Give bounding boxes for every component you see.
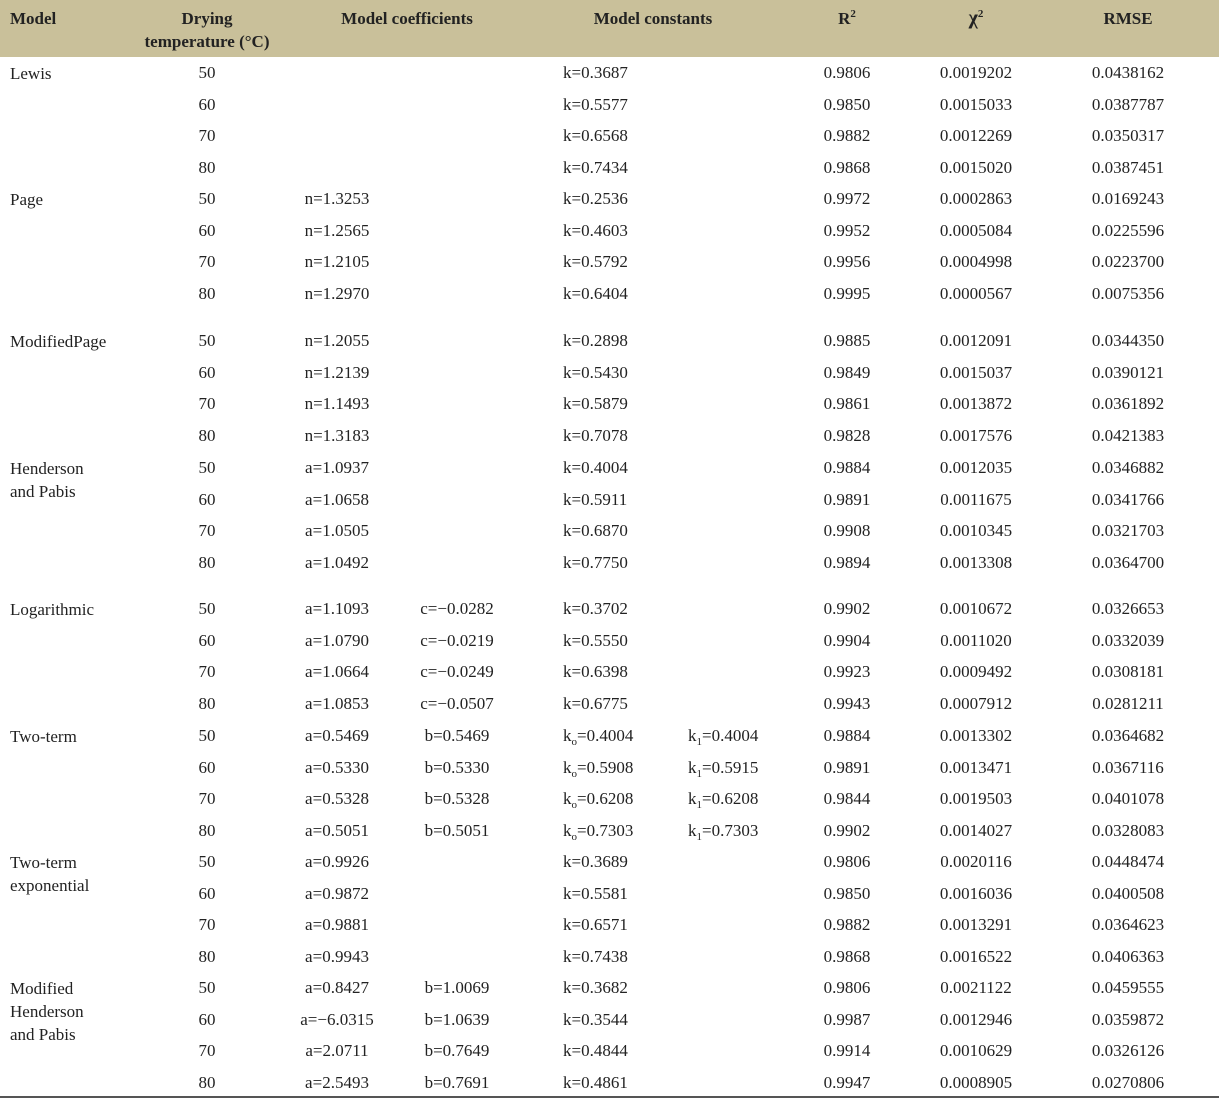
cell-k1: $k_o=0.4004$ — [563, 726, 634, 748]
cell-c2: b=1.0639 — [424, 1010, 490, 1029]
cell-chi: 0.0019202 — [939, 63, 1013, 82]
cell-r2: 0.9943 — [823, 694, 871, 713]
cell-t: 50 — [198, 458, 216, 477]
cell-chi: 0.0011675 — [940, 490, 1012, 509]
cell-r2: 0.9987 — [823, 1010, 871, 1029]
cell-rmse: 0.0344350 — [1091, 331, 1165, 350]
cell-k2: $k_1=0.4004$ — [688, 726, 759, 748]
cell-r2: 0.9884 — [823, 726, 871, 745]
cell-c1: n=1.2970 — [304, 284, 370, 303]
cell-c2: b=0.7691 — [424, 1073, 490, 1092]
cell-chi: 0.0008905 — [939, 1073, 1013, 1092]
cell-t: 80 — [198, 821, 216, 840]
cell-chi: 0.0004998 — [939, 252, 1013, 271]
cell-k1: k=0.3702 — [563, 599, 628, 618]
header-model-constants: Model constants — [593, 9, 713, 28]
cell-r2: 0.9923 — [823, 662, 871, 681]
cell-c1: a=2.5493 — [305, 1073, 369, 1092]
subscript: 1 — [696, 768, 702, 780]
model-name — [10, 598, 94, 621]
cell-t: 60 — [198, 363, 216, 382]
header-r-squared — [838, 7, 856, 30]
cell-t: 80 — [198, 947, 216, 966]
header-temp-line2: temperature (°C) — [144, 32, 270, 51]
model-name-line: and Pabis — [10, 482, 76, 501]
model-name — [10, 851, 89, 897]
cell-c1: a=0.5051 — [305, 821, 369, 840]
cell-c1: a=0.9943 — [305, 947, 369, 966]
header-model: Model — [10, 9, 57, 28]
cell-r2: 0.9885 — [823, 331, 871, 350]
header-r2-sup: 2 — [850, 8, 856, 20]
cell-r2: 0.9995 — [823, 284, 871, 303]
cell-t: 70 — [198, 1041, 216, 1060]
cell-k1: k=0.4844 — [563, 1041, 628, 1060]
cell-chi: 0.0010345 — [939, 521, 1013, 540]
cell-t: 60 — [198, 490, 216, 509]
cell-chi: 0.0010672 — [939, 599, 1013, 618]
header-chi-base: χ — [968, 7, 978, 29]
cell-r2: 0.9952 — [823, 221, 871, 240]
cell-r2: 0.9850 — [823, 95, 871, 114]
cell-chi: 0.0007912 — [939, 694, 1013, 713]
cell-t: 50 — [198, 726, 216, 745]
cell-t: 70 — [198, 789, 216, 808]
cell-chi: 0.0016522 — [939, 947, 1013, 966]
cell-r2: 0.9882 — [823, 915, 871, 934]
cell-rmse: 0.0400508 — [1091, 884, 1165, 903]
cell-k1: k=0.6568 — [563, 126, 628, 145]
cell-r2: 0.9861 — [823, 394, 871, 413]
cell-t: 50 — [198, 978, 216, 997]
cell-k1: k=0.5879 — [563, 394, 628, 413]
cell-c1: a=−6.0315 — [300, 1010, 374, 1029]
cell-c1: a=0.8427 — [305, 978, 369, 997]
cell-rmse: 0.0364700 — [1091, 553, 1165, 572]
table-bottom-rule — [0, 1096, 1219, 1098]
cell-k1: k=0.7434 — [563, 158, 628, 177]
model-name-line: Modified — [10, 979, 74, 998]
cell-t: 80 — [198, 158, 216, 177]
cell-r2: 0.9844 — [823, 789, 871, 808]
cell-t: 50 — [198, 599, 216, 618]
cell-r2: 0.9891 — [823, 758, 871, 777]
cell-k1: k=0.4861 — [563, 1073, 628, 1092]
cell-rmse: 0.0341766 — [1091, 490, 1165, 509]
cell-k1: k=0.4004 — [563, 458, 628, 477]
cell-c2: b=0.7649 — [424, 1041, 490, 1060]
cell-r2: 0.9882 — [823, 126, 871, 145]
cell-k2: $k_1=0.5915$ — [688, 758, 759, 780]
model-name-line: Page — [10, 190, 44, 209]
cell-t: 60 — [198, 221, 216, 240]
cell-t: 60 — [198, 758, 216, 777]
cell-chi: 0.0013471 — [939, 758, 1013, 777]
cell-rmse: 0.0281211 — [1092, 694, 1164, 713]
cell-k1: k=0.3544 — [563, 1010, 628, 1029]
model-name-line: Two-term — [10, 853, 77, 872]
cell-chi: 0.0013302 — [939, 726, 1013, 745]
cell-rmse: 0.0367116 — [1092, 758, 1164, 777]
cell-k1: k=0.3682 — [563, 978, 628, 997]
cell-rmse: 0.0438162 — [1091, 63, 1165, 82]
model-name — [10, 977, 84, 1046]
cell-k1: k=0.5550 — [563, 631, 628, 650]
header-rmse: RMSE — [1103, 9, 1153, 28]
model-name-line: ModifiedPage — [10, 332, 107, 351]
cell-rmse: 0.0387787 — [1091, 95, 1165, 114]
cell-rmse: 0.0075356 — [1091, 284, 1165, 303]
subscript: 1 — [696, 799, 702, 811]
model-name-line: Henderson — [10, 459, 84, 478]
cell-k1: k=0.5430 — [563, 363, 628, 382]
cell-chi: 0.0021122 — [940, 978, 1012, 997]
cell-rmse: 0.0448474 — [1091, 852, 1165, 871]
cell-r2: 0.9972 — [823, 189, 871, 208]
cell-rmse: 0.0332039 — [1091, 631, 1165, 650]
cell-chi: 0.0012269 — [939, 126, 1013, 145]
cell-t: 60 — [198, 884, 216, 903]
cell-k1: k=0.4603 — [563, 221, 628, 240]
cell-chi: 0.0010629 — [939, 1041, 1013, 1060]
cell-c2: c=−0.0507 — [420, 694, 494, 713]
cell-c1: a=0.5328 — [305, 789, 369, 808]
cell-t: 80 — [198, 284, 216, 303]
model-name-line: Logarithmic — [10, 600, 95, 619]
cell-rmse: 0.0346882 — [1091, 458, 1165, 477]
cell-chi: 0.0012946 — [939, 1010, 1013, 1029]
cell-r2: 0.9914 — [823, 1041, 871, 1060]
cell-r2: 0.9868 — [823, 947, 871, 966]
cell-rmse: 0.0421383 — [1091, 426, 1165, 445]
cell-t: 70 — [198, 126, 216, 145]
cell-c1: a=1.0853 — [305, 694, 369, 713]
cell-r2: 0.9806 — [823, 852, 871, 871]
model-name-line: and Pabis — [10, 1025, 76, 1044]
cell-chi: 0.0005084 — [939, 221, 1013, 240]
cell-t: 60 — [198, 95, 216, 114]
cell-c1: a=1.0664 — [305, 662, 369, 681]
cell-c1: a=0.9872 — [305, 884, 369, 903]
cell-rmse: 0.0326653 — [1091, 599, 1165, 618]
cell-rmse: 0.0364682 — [1091, 726, 1165, 745]
cell-rmse: 0.0361892 — [1091, 394, 1165, 413]
header-model-coefficients: Model coefficients — [341, 9, 473, 28]
cell-t: 70 — [198, 662, 216, 681]
cell-c1: n=1.2565 — [304, 221, 370, 240]
cell-r2: 0.9806 — [823, 978, 871, 997]
cell-c2: b=0.5328 — [424, 789, 490, 808]
cell-chi: 0.0013291 — [939, 915, 1013, 934]
cell-k1: k=0.5577 — [563, 95, 628, 114]
cell-c1: a=0.9881 — [305, 915, 369, 934]
header-r2-base: R — [838, 9, 851, 28]
cell-rmse: 0.0390121 — [1091, 363, 1165, 382]
subscript: 1 — [696, 831, 702, 843]
cell-k1: k=0.2898 — [563, 331, 628, 350]
cell-r2: 0.9894 — [823, 553, 871, 572]
cell-chi: 0.0000567 — [939, 284, 1013, 303]
cell-chi: 0.0015037 — [939, 363, 1013, 382]
cell-chi: 0.0014027 — [939, 821, 1013, 840]
model-name — [10, 457, 84, 503]
cell-c2: b=0.5051 — [424, 821, 490, 840]
model-name-line: exponential — [10, 876, 90, 895]
header-drying-temperature — [145, 7, 270, 53]
cell-chi: 0.0017576 — [939, 426, 1013, 445]
cell-k1: k=0.3687 — [563, 63, 628, 82]
cell-c1: n=1.3253 — [304, 189, 370, 208]
cell-t: 80 — [198, 553, 216, 572]
cell-rmse: 0.0328083 — [1091, 821, 1165, 840]
cell-r2: 0.9908 — [823, 521, 871, 540]
cell-c2: c=−0.0282 — [420, 599, 494, 618]
cell-t: 50 — [198, 63, 216, 82]
cell-c1: a=1.0492 — [305, 553, 369, 572]
cell-r2: 0.9891 — [823, 490, 871, 509]
cell-k1: k=0.5581 — [563, 884, 628, 903]
cell-k1: k=0.7750 — [563, 553, 628, 572]
subscript: o — [571, 799, 577, 811]
cell-t: 70 — [198, 252, 216, 271]
cell-rmse: 0.0387451 — [1091, 158, 1165, 177]
cell-rmse: 0.0225596 — [1091, 221, 1165, 240]
cell-k1: k=0.5792 — [563, 252, 628, 271]
model-name — [10, 188, 43, 211]
cell-c1: a=1.0937 — [305, 458, 369, 477]
cell-k1: k=0.7438 — [563, 947, 628, 966]
cell-c1: a=1.1093 — [305, 599, 369, 618]
cell-c2: b=0.5469 — [424, 726, 490, 745]
cell-rmse: 0.0350317 — [1091, 126, 1165, 145]
cell-chi: 0.0015033 — [939, 95, 1013, 114]
cell-k1: k=0.6398 — [563, 662, 628, 681]
cell-r2: 0.9904 — [823, 631, 871, 650]
cell-chi: 0.0002863 — [939, 189, 1013, 208]
cell-t: 50 — [198, 331, 216, 350]
header-chi-squared — [969, 7, 984, 30]
cell-r2: 0.9806 — [823, 63, 871, 82]
cell-t: 50 — [198, 852, 216, 871]
cell-k1: k=0.6404 — [563, 284, 628, 303]
cell-c1: a=1.0658 — [305, 490, 369, 509]
model-name — [10, 62, 52, 85]
cell-chi: 0.0012035 — [939, 458, 1013, 477]
cell-chi: 0.0020116 — [940, 852, 1012, 871]
cell-k1: $k_o=0.6208$ — [563, 789, 634, 811]
cell-c1: n=1.2055 — [304, 331, 370, 350]
cell-t: 50 — [198, 189, 216, 208]
cell-rmse: 0.0459555 — [1091, 978, 1165, 997]
cell-k1: k=0.3689 — [563, 852, 628, 871]
cell-k1: k=0.5911 — [563, 490, 628, 509]
subscript: o — [571, 768, 577, 780]
header-temp-line1: Drying — [181, 9, 233, 28]
cell-k1: k=0.2536 — [563, 189, 628, 208]
cell-k1: $k_o=0.7303$ — [563, 821, 634, 843]
cell-rmse: 0.0359872 — [1091, 1010, 1165, 1029]
cell-t: 70 — [198, 521, 216, 540]
cell-rmse: 0.0326126 — [1091, 1041, 1165, 1060]
cell-chi: 0.0011020 — [940, 631, 1012, 650]
cell-r2: 0.9868 — [823, 158, 871, 177]
cell-c1: a=1.0790 — [305, 631, 369, 650]
cell-k1: k=0.6571 — [563, 915, 628, 934]
cell-k1: k=0.6775 — [563, 694, 628, 713]
cell-k1: $k_o=0.5908$ — [563, 758, 634, 780]
cell-c1: n=1.1493 — [304, 394, 370, 413]
cell-k2: $k_1=0.6208$ — [688, 789, 759, 811]
cell-k2: $k_1=0.7303$ — [688, 821, 759, 843]
header-chi-sup: 2 — [977, 8, 984, 20]
model-name-line: Henderson — [10, 1002, 84, 1021]
cell-t: 80 — [198, 1073, 216, 1092]
cell-c2: c=−0.0219 — [420, 631, 494, 650]
cell-t: 70 — [198, 915, 216, 934]
cell-chi: 0.0015020 — [939, 158, 1013, 177]
model-name-line: Two-term — [10, 727, 77, 746]
cell-r2: 0.9902 — [823, 821, 871, 840]
cell-chi: 0.0013308 — [939, 553, 1013, 572]
cell-chi: 0.0019503 — [939, 789, 1013, 808]
cell-t: 70 — [198, 394, 216, 413]
cell-c2: b=0.5330 — [424, 758, 490, 777]
cell-r2: 0.9850 — [823, 884, 871, 903]
subscript: o — [571, 736, 577, 748]
cell-chi: 0.0012091 — [939, 331, 1013, 350]
cell-rmse: 0.0270806 — [1091, 1073, 1165, 1092]
cell-rmse: 0.0308181 — [1091, 662, 1165, 681]
cell-chi: 0.0009492 — [939, 662, 1013, 681]
cell-rmse: 0.0321703 — [1091, 521, 1165, 540]
cell-c2: c=−0.0249 — [420, 662, 494, 681]
subscript: 1 — [696, 736, 702, 748]
cell-t: 60 — [198, 631, 216, 650]
cell-c1: a=0.5330 — [305, 758, 369, 777]
cell-c1: a=2.0711 — [305, 1041, 369, 1060]
cell-c2: b=1.0069 — [424, 978, 490, 997]
cell-r2: 0.9947 — [823, 1073, 871, 1092]
cell-r2: 0.9828 — [823, 426, 871, 445]
model-name — [10, 725, 77, 748]
model-name — [10, 330, 106, 353]
cell-rmse: 0.0223700 — [1091, 252, 1165, 271]
cell-k1: k=0.7078 — [563, 426, 628, 445]
cell-chi: 0.0016036 — [939, 884, 1013, 903]
cell-c1: a=0.9926 — [305, 852, 369, 871]
model-name-line: Lewis — [10, 64, 52, 83]
cell-t: 80 — [198, 694, 216, 713]
cell-rmse: 0.0169243 — [1091, 189, 1165, 208]
cell-k1: k=0.6870 — [563, 521, 628, 540]
cell-c1: n=1.2105 — [304, 252, 370, 271]
cell-r2: 0.9902 — [823, 599, 871, 618]
cell-r2: 0.9884 — [823, 458, 871, 477]
cell-t: 80 — [198, 426, 216, 445]
cell-chi: 0.0013872 — [939, 394, 1013, 413]
subscript: o — [571, 831, 577, 843]
cell-c1: a=1.0505 — [305, 521, 369, 540]
cell-c1: a=0.5469 — [305, 726, 369, 745]
cell-rmse: 0.0406363 — [1091, 947, 1165, 966]
cell-t: 60 — [198, 1010, 216, 1029]
cell-r2: 0.9956 — [823, 252, 871, 271]
cell-r2: 0.9849 — [823, 363, 871, 382]
cell-rmse: 0.0401078 — [1091, 789, 1165, 808]
cell-rmse: 0.0364623 — [1091, 915, 1165, 934]
cell-c1: n=1.2139 — [304, 363, 370, 382]
cell-c1: n=1.3183 — [304, 426, 370, 445]
